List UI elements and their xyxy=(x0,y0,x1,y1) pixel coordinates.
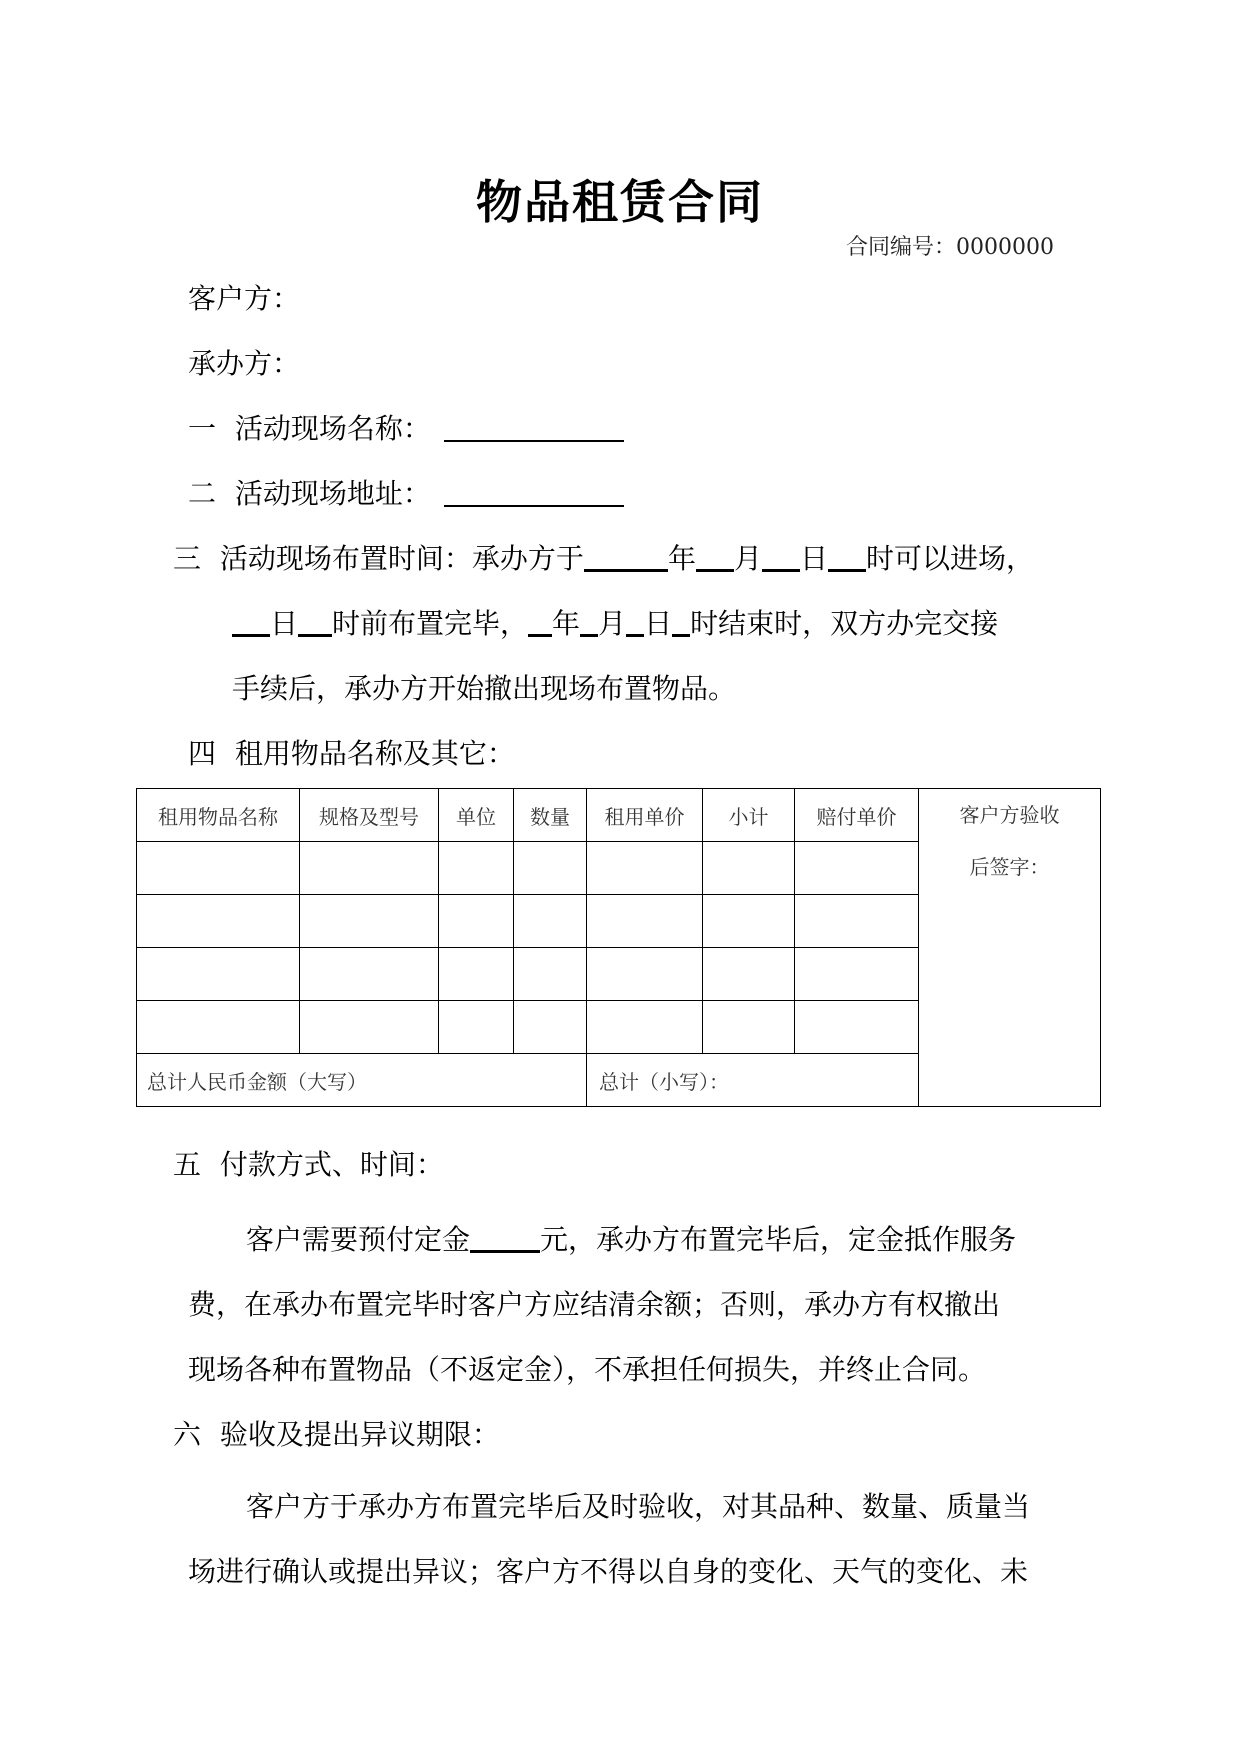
table-header-row xyxy=(137,789,1101,842)
section-number: 一 xyxy=(188,412,217,445)
acceptance-paragraph-line-2: 场进行确认或提出异议；客户方不得以自身的变化、天气的变化、未 xyxy=(188,1555,1029,1588)
table-cell[interactable] xyxy=(703,842,795,895)
section-number: 四 xyxy=(188,737,217,770)
day2-text: 日 xyxy=(270,607,299,640)
table-cell[interactable] xyxy=(137,1001,300,1054)
header-compensation-price: 赔付单价 xyxy=(795,789,919,842)
section-label: 付款方式、时间： xyxy=(219,1148,444,1181)
section-payment xyxy=(173,1143,444,1183)
table-cell[interactable] xyxy=(514,842,587,895)
section-label: 验收及提出异议期限： xyxy=(219,1418,500,1451)
table-cell[interactable] xyxy=(703,948,795,1001)
acceptance-paragraph-line-1: 客户方于承办方布置完毕后及时验收，对其品种、数量、质量当 xyxy=(246,1490,1031,1523)
table-cell[interactable] xyxy=(439,1001,514,1054)
signature-label-line-1: 客户方验收 xyxy=(959,803,1060,827)
signature-label-line-2: 后签字： xyxy=(969,855,1050,879)
deposit-text-cont: 元，承办方布置完毕后，定金抵作服务 xyxy=(540,1223,1017,1256)
payment-paragraph-line-1 xyxy=(246,1218,1016,1258)
table-cell[interactable] xyxy=(514,895,587,948)
header-unit: 单位 xyxy=(439,789,514,842)
table-cell[interactable] xyxy=(795,948,919,1001)
table-cell[interactable] xyxy=(439,842,514,895)
year2-text: 年 xyxy=(552,607,581,640)
section-number: 五 xyxy=(173,1148,202,1181)
year2-blank[interactable] xyxy=(528,608,552,637)
deposit-amount-blank[interactable] xyxy=(470,1224,540,1253)
client-signature-cell[interactable] xyxy=(919,789,1101,1107)
header-item-name: 租用物品名称 xyxy=(137,789,300,842)
table-cell[interactable] xyxy=(514,1001,587,1054)
payment-paragraph-line-3: 现场各种布置物品（不返定金），不承担任何损失，并终止合同。 xyxy=(188,1353,987,1386)
header-quantity: 数量 xyxy=(514,789,587,842)
hour2-blank[interactable] xyxy=(298,608,332,637)
client-party-label: 客户方： xyxy=(188,282,301,315)
section-label: 活动现场名称： xyxy=(234,412,431,445)
day-text: 日 xyxy=(799,542,828,575)
contractor-party-label: 承办方： xyxy=(188,347,301,380)
month-text: 月 xyxy=(733,542,762,575)
section-number: 三 xyxy=(173,542,202,575)
table-cell[interactable] xyxy=(703,1001,795,1054)
table-cell[interactable] xyxy=(703,895,795,948)
section-rental-items xyxy=(188,732,515,772)
day3-text: 日 xyxy=(644,607,673,640)
year-text: 年 xyxy=(667,542,696,575)
section-acceptance xyxy=(173,1413,500,1453)
total-amount-lowercase[interactable]: 总计（小写）： xyxy=(587,1054,919,1107)
table-cell[interactable] xyxy=(587,948,703,1001)
venue-address-blank[interactable] xyxy=(444,479,624,507)
table-cell[interactable] xyxy=(587,842,703,895)
month-blank[interactable] xyxy=(696,543,734,572)
hour3-text: 时结束时，双方办完交接 xyxy=(690,607,999,640)
section-label: 活动现场地址： xyxy=(234,477,431,510)
setup-time-line-3: 手续后，承办方开始撤出现场布置物品。 xyxy=(232,672,737,705)
hour2-text: 时前布置完毕， xyxy=(332,607,529,640)
section-setup-time xyxy=(173,537,1034,577)
table-cell[interactable] xyxy=(439,948,514,1001)
table-cell[interactable] xyxy=(300,1001,439,1054)
document-title: 物品租赁合同 xyxy=(476,175,764,229)
header-unit-price: 租用单价 xyxy=(587,789,703,842)
table-cell[interactable] xyxy=(300,842,439,895)
section-number: 六 xyxy=(173,1418,202,1451)
section-venue-address xyxy=(188,472,624,512)
payment-paragraph-line-2: 费，在承办布置完毕时客户方应结清余额；否则，承办方有权撤出 xyxy=(188,1288,1001,1321)
day-blank[interactable] xyxy=(762,543,800,572)
table-cell[interactable] xyxy=(795,842,919,895)
header-spec: 规格及型号 xyxy=(300,789,439,842)
table-cell[interactable] xyxy=(439,895,514,948)
table-cell[interactable] xyxy=(795,895,919,948)
venue-name-blank[interactable] xyxy=(444,414,624,442)
table-cell[interactable] xyxy=(137,948,300,1001)
table-cell[interactable] xyxy=(137,842,300,895)
section-label: 租用物品名称及其它： xyxy=(234,737,515,770)
month2-blank[interactable] xyxy=(580,608,598,637)
section-venue-name xyxy=(188,407,624,447)
hour-blank[interactable] xyxy=(828,543,866,572)
header-subtotal: 小计 xyxy=(703,789,795,842)
contract-number: 合同编号：0000000 xyxy=(846,235,1054,260)
hour-text: 时可以进场， xyxy=(865,542,1034,575)
table-cell[interactable] xyxy=(795,1001,919,1054)
table-cell[interactable] xyxy=(300,948,439,1001)
setup-time-line-2 xyxy=(232,602,998,642)
hour3-blank[interactable] xyxy=(672,608,690,637)
month2-text: 月 xyxy=(598,607,627,640)
table-cell[interactable] xyxy=(587,895,703,948)
table-cell[interactable] xyxy=(300,895,439,948)
day2-blank[interactable] xyxy=(232,608,270,637)
rental-items-table xyxy=(136,788,1101,1107)
section-label: 活动现场布置时间：承办方于 xyxy=(219,542,584,575)
deposit-text: 客户需要预付定金 xyxy=(246,1223,471,1256)
total-amount-uppercase[interactable]: 总计人民币金额（大写） xyxy=(137,1054,587,1107)
year-blank[interactable] xyxy=(584,543,668,572)
table-cell[interactable] xyxy=(587,1001,703,1054)
section-number: 二 xyxy=(188,477,217,510)
day3-blank[interactable] xyxy=(626,608,644,637)
table-cell[interactable] xyxy=(514,948,587,1001)
table-cell[interactable] xyxy=(137,895,300,948)
